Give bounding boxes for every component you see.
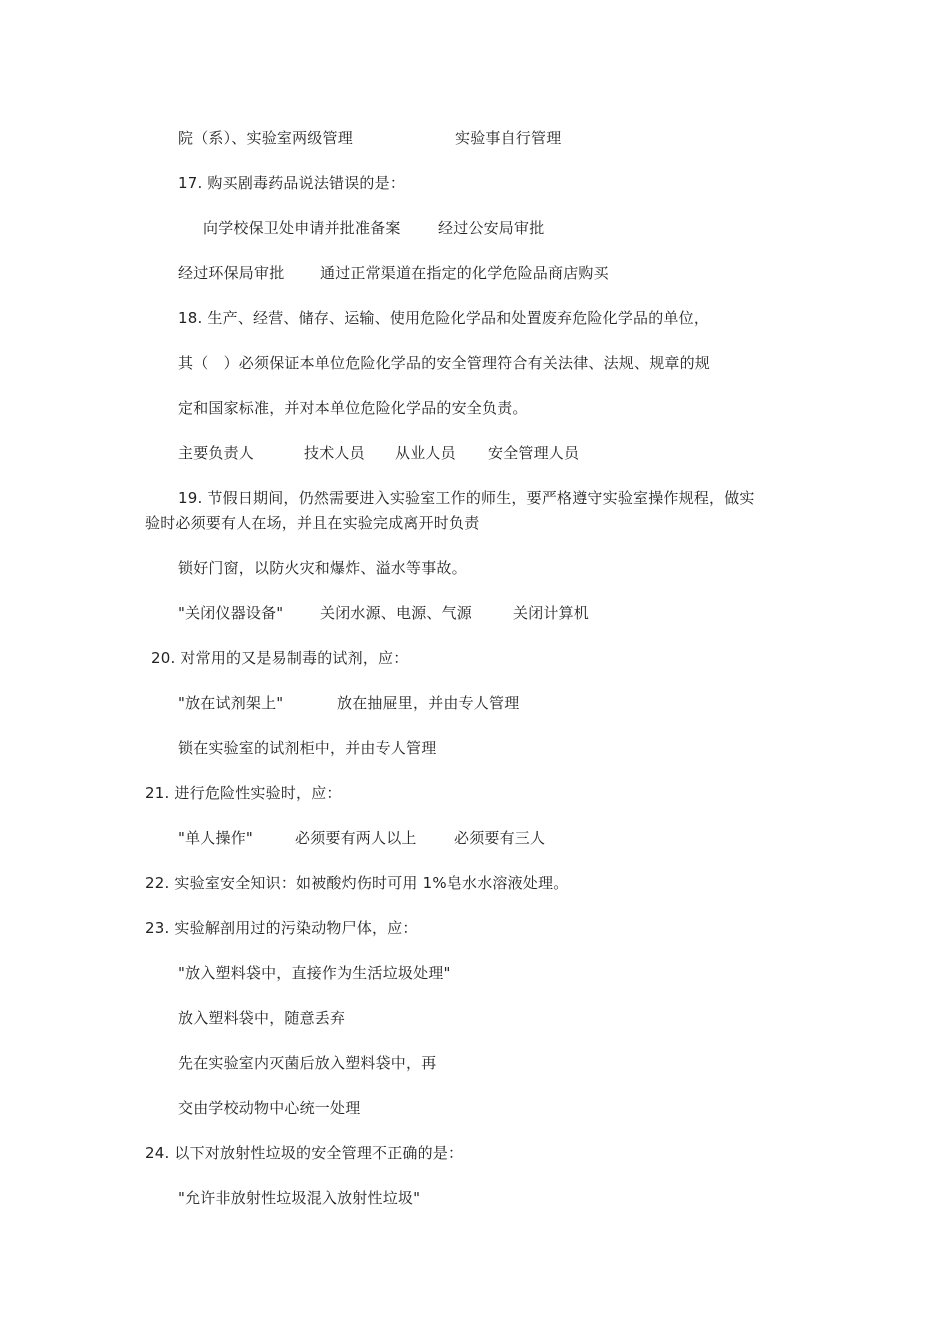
- option-text: 通过正常渠道在指定的化学危险品商店购买: [320, 264, 609, 282]
- question-23: 23. 实验解剖用过的污染动物尸体，应：: [145, 919, 418, 937]
- option-text: "关闭仪器设备": [178, 604, 284, 622]
- question-18: 18. 生产、经营、储存、运输、使用危险化学品和处置废弃危险化学品的单位，: [178, 309, 710, 327]
- option-text: "放在试剂架上": [178, 694, 284, 712]
- option-line: [178, 693, 520, 713]
- option-text: 必须要有两人以上: [295, 829, 417, 847]
- option-line: [178, 603, 590, 623]
- option-text: 向学校保卫处申请并批准备案: [203, 219, 401, 237]
- question-19: 19. 节假日期间，仍然需要进入实验室工作的师生，要严格遵守实验室操作规程，做实: [178, 489, 755, 507]
- option-text: "放入塑料袋中，直接作为生活垃圾处理": [178, 964, 451, 982]
- option-text: 技术人员: [304, 444, 365, 462]
- option-text: 关闭水源、电源、气源: [320, 604, 473, 622]
- option-line: [178, 128, 562, 148]
- option-text: 放入塑料袋中，随意丢弃: [178, 1009, 346, 1027]
- option-text: "允许非放射性垃圾混入放射性垃圾": [178, 1189, 421, 1207]
- question-text: 验时必须要有人在场，并且在实验完成离开时负责: [145, 514, 480, 532]
- option-text: 主要负责人: [178, 444, 255, 462]
- question-text: 定和国家标准，并对本单位危险化学品的安全负责。: [178, 399, 528, 417]
- option-line: [178, 828, 546, 848]
- option-line: [203, 218, 545, 238]
- question-17: 17. 购买剧毒药品说法错误的是：: [178, 174, 406, 192]
- question-text: 锁好门窗，以防火灾和爆炸、溢水等事故。: [178, 559, 467, 577]
- question-22: 22. 实验室安全知识：如被酸灼伤时可用 1%皂水水溶液处理。: [145, 874, 569, 892]
- option-text: 经过环保局审批: [178, 264, 285, 282]
- option-line: [178, 443, 580, 463]
- option-text: 交由学校动物中心统一处理: [178, 1099, 361, 1117]
- option-text: 安全管理人员: [488, 444, 580, 462]
- option-text: 从业人员: [395, 444, 456, 462]
- option-text: 放在抽屉里，并由专人管理: [337, 694, 520, 712]
- option-text: "单人操作": [178, 829, 253, 847]
- option-text: 院（系）、实验室两级管理: [178, 129, 353, 147]
- option-text: 关闭计算机: [513, 604, 590, 622]
- option-text: 锁在实验室的试剂柜中，并由专人管理: [178, 739, 437, 757]
- question-24: 24. 以下对放射性垃圾的安全管理不正确的是：: [145, 1144, 464, 1162]
- option-line: [178, 263, 609, 283]
- question-20: 20. 对常用的又是易制毒的试剂，应：: [151, 649, 409, 667]
- option-text: 经过公安局审批: [438, 219, 545, 237]
- option-text: 先在实验室内灭菌后放入塑料袋中，再: [178, 1054, 437, 1072]
- question-text: 其（ ）必须保证本单位危险化学品的安全管理符合有关法律、法规、规章的规: [178, 354, 711, 372]
- question-21: 21. 进行危险性实验时，应：: [145, 784, 342, 802]
- option-text: 实验事自行管理: [455, 129, 562, 147]
- option-text: 必须要有三人: [454, 829, 546, 847]
